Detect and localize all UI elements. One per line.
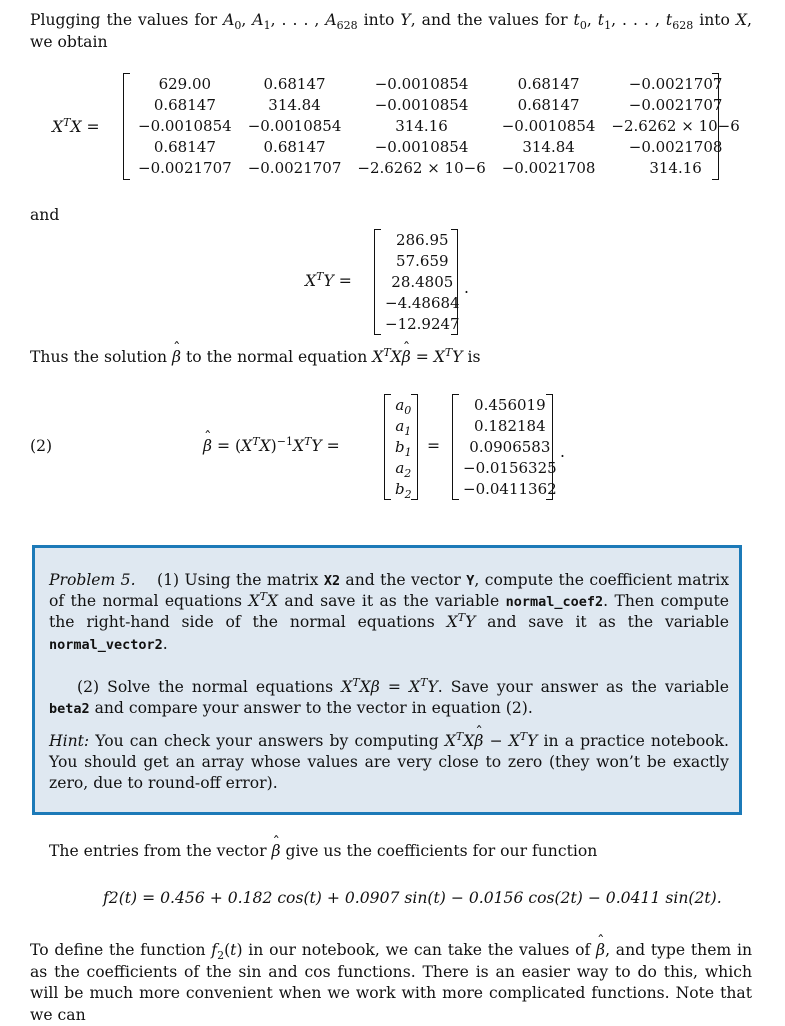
- matrix-cell: 0.68147: [153, 96, 216, 115]
- matrix-cell: 0.68147: [517, 75, 580, 94]
- matrix-row: [130, 116, 748, 137]
- equation-number: (2): [30, 437, 53, 455]
- equals-sign: =: [427, 437, 441, 455]
- matrix-cell: −0.0010854: [138, 117, 232, 136]
- matrix-cell: −2.6262 × 10−6: [357, 159, 486, 178]
- matrix-cell: −0.0010854: [501, 117, 596, 136]
- matrix-cell: −0.0021708: [628, 138, 723, 157]
- vector-cell: −4.48684: [385, 294, 460, 313]
- beta-value-cell: 0.0906583: [469, 438, 551, 457]
- matrix-cell: 314.84: [268, 96, 321, 115]
- beta-period: .: [560, 443, 565, 461]
- coeff-left-bracket: [384, 394, 391, 500]
- beta-value-cell: 0.182184: [474, 417, 546, 436]
- xtx-matrix: [130, 74, 748, 179]
- matrix-row: [130, 137, 748, 158]
- xtx-left-bracket: [123, 73, 130, 180]
- xty-label: $X^TY$ =: [305, 269, 352, 290]
- matrix-cell: 0.68147: [153, 138, 216, 157]
- matrix-cell: −0.0021707: [247, 159, 342, 178]
- problem-part-1: Problem 5. (1) Using the matrix X2 and the vector Y, compute the coefficient matrix of the normal equations $X^TX$ and save it as the variable normal_coef2. Then compute the right-hand side of the normal equations $X^TY$ and save it as the variable normal_vector2.: [49, 571, 730, 653]
- matrix-row: [130, 95, 748, 116]
- coeff-name-cell: $a_0$: [395, 396, 412, 418]
- matrix-row: [130, 74, 748, 95]
- coeff-name-cell: $a_1$: [395, 417, 412, 439]
- thus-text: Thus the solution ˆ β to the normal equation $X^TXˆ$ $\beta = X^TY$ is: [30, 347, 480, 369]
- xty-period: .: [464, 279, 469, 297]
- matrix-cell: 629.00: [158, 75, 212, 94]
- beta-value-cell: −0.0156325: [463, 459, 557, 478]
- matrix-cell: 314.16: [395, 117, 448, 136]
- xtx-label: $X^TX$ =: [52, 115, 100, 136]
- matrix-cell: −0.0021707: [628, 96, 723, 115]
- matrix-cell: 314.84: [522, 138, 575, 157]
- beta-value-cell: 0.456019: [474, 396, 546, 415]
- matrix-cell: −0.0021707: [628, 75, 723, 94]
- matrix-cell: −0.0010854: [374, 96, 469, 115]
- xty-vector: [381, 230, 464, 335]
- matrix-cell: −0.0010854: [374, 75, 469, 94]
- coeff-name-cell: $b_1$: [395, 438, 412, 460]
- and-text: and: [30, 206, 60, 224]
- vector-cell: 57.659: [396, 252, 449, 271]
- matrix-cell: 0.68147: [263, 138, 326, 157]
- intro-paragraph: Plugging the values for $A_0$, $A_1$, . . . , $A_{628}$ into Y, and the values for $t_0$, $t_1$, . . . , $t_{628}$ into X, we obtain: [30, 11, 752, 51]
- matrix-row: [130, 158, 748, 179]
- matrix-cell: −0.0021708: [501, 159, 596, 178]
- f2-equation: f2(t) = 0.456 + 0.182 cos(t) + 0.0907 sin(t) − 0.0156 cos(2t) − 0.0411 sin(2t).: [103, 889, 722, 907]
- matrix-cell: −0.0010854: [374, 138, 469, 157]
- matrix-cell: −0.0010854: [247, 117, 342, 136]
- problem-hint: Hint: You can check your answers by computing $X^TXˆ$ $\beta - X^TY$ in a practice notebook. You should get an array whose values are very close to zero (they won’t be exactly zero, due to round-off error).: [49, 731, 729, 795]
- matrix-cell: −2.6262 × 10−6: [611, 117, 740, 136]
- final-paragraph: To define the function $f_2(t)$ in our notebook, we can take the values of ˆ β, and type them in as the coefficients of the sin and cos functions. There is an easier way to do this, which will be much more convenient when we work with more complicated functions. Note that we can: [30, 940, 752, 1026]
- problem-title: Problem 5.: [49, 571, 136, 589]
- matrix-cell: 0.68147: [517, 96, 580, 115]
- matrix-cell: 0.68147: [263, 75, 326, 94]
- matrix-cell: −0.0021707: [138, 159, 232, 178]
- vector-cell: −12.9247: [385, 315, 460, 334]
- problem-part-2: (2) Solve the normal equations $X^TX\beta = X^TY$. Save your answer as the variable beta2 and compare your answer to the vector in equation (2).: [49, 675, 730, 718]
- coeff-name-cell: $b_2$: [395, 480, 412, 502]
- entries-text: The entries from the vector ˆ β give us the coefficients for our function: [49, 841, 597, 863]
- xty-left-bracket: [374, 229, 381, 335]
- coeff-name-vector: [391, 395, 416, 500]
- beta-left-bracket: [452, 394, 459, 500]
- beta-formula: ˆ $\beta = (X^TX)^{-1}X^TY$ =: [203, 436, 340, 458]
- vector-cell: 28.4805: [391, 273, 454, 292]
- matrix-cell: 314.16: [649, 159, 702, 178]
- coeff-name-cell: $a_2$: [395, 459, 412, 481]
- beta-value-vector: [459, 395, 561, 500]
- beta-value-cell: −0.0411362: [463, 480, 557, 499]
- vector-cell: 286.95: [396, 231, 449, 250]
